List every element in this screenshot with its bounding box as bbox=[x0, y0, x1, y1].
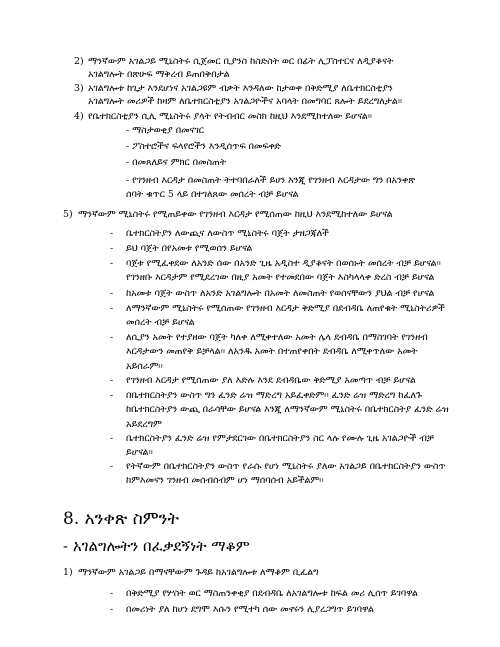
list-item-text: አገልግሎት መሪዎች ከዛም ለቤተክርስቲያን አገልጋዮችና አባላት በመግባር ጸሎት ይደረግለታል። bbox=[88, 96, 403, 108]
section-subheading: - አገልግሎትን በፈቃደኝነት ማቆም bbox=[63, 537, 250, 555]
bullet-dash: - bbox=[110, 243, 114, 254]
dash-list-item: ለማንኛውም ሚኒስትሩ የሚሰጠው የገንዘብ እርዳታ ቅድሚያ በደብዳቤ ለጠየቁት ሚኒስትሪዎች bbox=[126, 303, 445, 314]
dash-list-item: በቤተክርስትያን ውስጥ ግን ፈንድ ሬዝ ማድረግ አይፈቀድም፡፡ ፈንድ ሬዝ ማድረግ ከፈለጉ bbox=[126, 390, 422, 401]
bullet-dash: - bbox=[110, 604, 114, 615]
dash-list-item: ቤተክርስትያን ፈንድ ሬዝ የምታደርገው በቤተክርስትያን ስር ላሉ የሙሉ ጊዜ አገልጋዮች ብቻ bbox=[126, 433, 434, 444]
dash-list-item: ከአመቱ ባጀት ውስጥ ለአንድ አገልግሎት በአመት ለመስጠት የወሰናቸውን ያህል ብቻ የሆናል bbox=[126, 288, 435, 299]
bullet-dash: - bbox=[110, 258, 114, 269]
sub-list-item: ሰባት ቁጥር 5 ላይ በተገለጸው መሰረት ብቻ ይሆናል bbox=[126, 188, 299, 200]
sub-list-item: - ማስታወቂያ በመናገር bbox=[126, 125, 204, 136]
dash-list-item: የገንዘቡ እርዳታም የሚደረገው በዚያ አመት የተመደበው ባጀት እስካላላቀ ድረስ ብቻ ይሆናል bbox=[126, 272, 435, 284]
dash-list-item: ከቤተክርስትያን ውጪ በራሳቸው ይሆናል እንጂ ለማንኛውም ሚኒስትሩ በቤተክርስትያ ፈንድ ሬዝ bbox=[126, 404, 449, 416]
bullet-dash: - bbox=[110, 588, 114, 599]
list-number: 2) bbox=[74, 56, 84, 67]
sub-list-item: - ፖስተሮችና ፍላየሮችን እንዲሰጥፍ በመፍቀድ bbox=[126, 141, 281, 152]
dash-list-item: ይህ ባጀት በየአመቱ የሚወሰን ይሆናል bbox=[126, 243, 253, 254]
dash-list-item: መሰረት ብቻ ይሆናል bbox=[126, 317, 195, 329]
bullet-dash: - bbox=[110, 461, 114, 472]
dash-list-item: በመሪነት ያለ ከሆነ ደግሞ እሱን የሚተካ ሰው መኖሩን ሊያረጋግጥ ይገባዋል bbox=[126, 604, 374, 615]
sub-list-item: - በመጸለይና ምክር በመስጠት bbox=[126, 157, 227, 168]
list-item-text: አገልግሎቱ ከጊታ እንደሆነና አገልጋዩም ብቃት እንዳለው ከታወቀ በቅድሚያ ለቤተክርስቲያን bbox=[88, 83, 393, 94]
bullet-dash: - bbox=[110, 390, 114, 401]
list-item-text: የቤተክርስቲያን ሲሊ ሚኒስትሩ ያላት የትብብር መስክ ከዚህ እንደሚከተለው ይሆናል፡፡ bbox=[88, 111, 373, 122]
list-number: 1) bbox=[63, 567, 73, 578]
bullet-dash: - bbox=[110, 228, 114, 239]
list-number: 5) bbox=[63, 209, 73, 220]
bullet-dash: - bbox=[110, 332, 114, 343]
list-item-text: ማንኛውም አገልጋይ ሚኒስትሩ ሲጀመር ቢያንስ ከስድስት ወር በፊት ሊፓስተርና ለዲያቆናት bbox=[88, 56, 394, 67]
sub-list-item: - የገንዘብ እርዳታ በመስጠት ትተባበራለች ይሀን እንጂ የገንዘብ እርዳታው ግን በአንቀጽ bbox=[126, 175, 416, 186]
list-item-text: አገልግሎት በጽሁፍ ማቅረብ ይጠበቅበታል bbox=[88, 69, 230, 81]
list-item-text: ማንኛውም አገልጋይ በማናቸውም ጉዳይ ከአገልግሎቱ ለማቆም ቢፈልግ bbox=[78, 567, 319, 578]
dash-list-item: ቤተክርስትያን ለውጪና ለውስጥ ሚኒስትሩ ባጀት ታዘጋጃለች bbox=[126, 228, 329, 239]
list-item-text: ማንኛውም ሚኒስትሩ የሚጠይቀው የገንዘብ እርዳታ የሚሰጠው ከዚህ እንደሚከተለው ይሆናል bbox=[78, 209, 393, 220]
dash-list-item: አይሰራም፡፡ bbox=[126, 360, 163, 372]
bullet-dash: - bbox=[110, 288, 114, 299]
bullet-dash: - bbox=[110, 375, 114, 386]
dash-list-item: ይሆናል፡፡ bbox=[126, 447, 153, 459]
section-heading: 8. አንቀጽ ስምንት bbox=[63, 509, 179, 529]
bullet-dash: - bbox=[110, 303, 114, 314]
dash-list-item: አይደረግም bbox=[126, 418, 162, 430]
dash-list-item: ባጀቱ የሚፈቀደው ለአንድ ሰው በአንድ ጊዜ አዲስተ ዲያቆናት በወሰኑት መሰረት ብቻ ይሆናል፡፡ bbox=[126, 258, 441, 269]
dash-list-item: በቅድሚያ የሦስት ወር ማስጠንቀቂያ በደብዳቤ ለአገልግሎቱ ከፍል መሪ ሊሰጥ ይገባዋል bbox=[126, 588, 418, 599]
dash-list-item: ከምእመናን ገንዘብ መሰብሰብም ሆነ ማሰባሰብ አይችልም፡፡ bbox=[126, 475, 324, 487]
dash-list-item: የገንዘብ እርዳታ የሚሰጠው ያለ እድሉ እንደ ደብዳቤው ቅድሚያ አመጣጥ ብቻ ይሆናል bbox=[126, 375, 416, 386]
dash-list-item: እርዳታውን መጠየቅ ይቻላል፡፡ ለአንዱ አመት በተጠየቀበት ደብዳቤ ለሚቀጥለው አመት bbox=[126, 346, 418, 358]
list-number: 3) bbox=[74, 83, 84, 94]
bullet-dash: - bbox=[110, 433, 114, 444]
dash-list-item: ለሲያን አመት የተያዘው ባጀት ካለቀ ለሚቀተለው አመት ሌላ ደብዳቤ በማስገባት የገንዘብ bbox=[126, 332, 428, 343]
dash-list-item: የትኛውም በቤተክርስትያን ውስጥ የራሱ የሆነ ሚኒስትሩ ያለው አገልጋይ በቤተክርስትያን ውስጥ bbox=[126, 461, 446, 472]
list-number: 4) bbox=[74, 111, 84, 122]
